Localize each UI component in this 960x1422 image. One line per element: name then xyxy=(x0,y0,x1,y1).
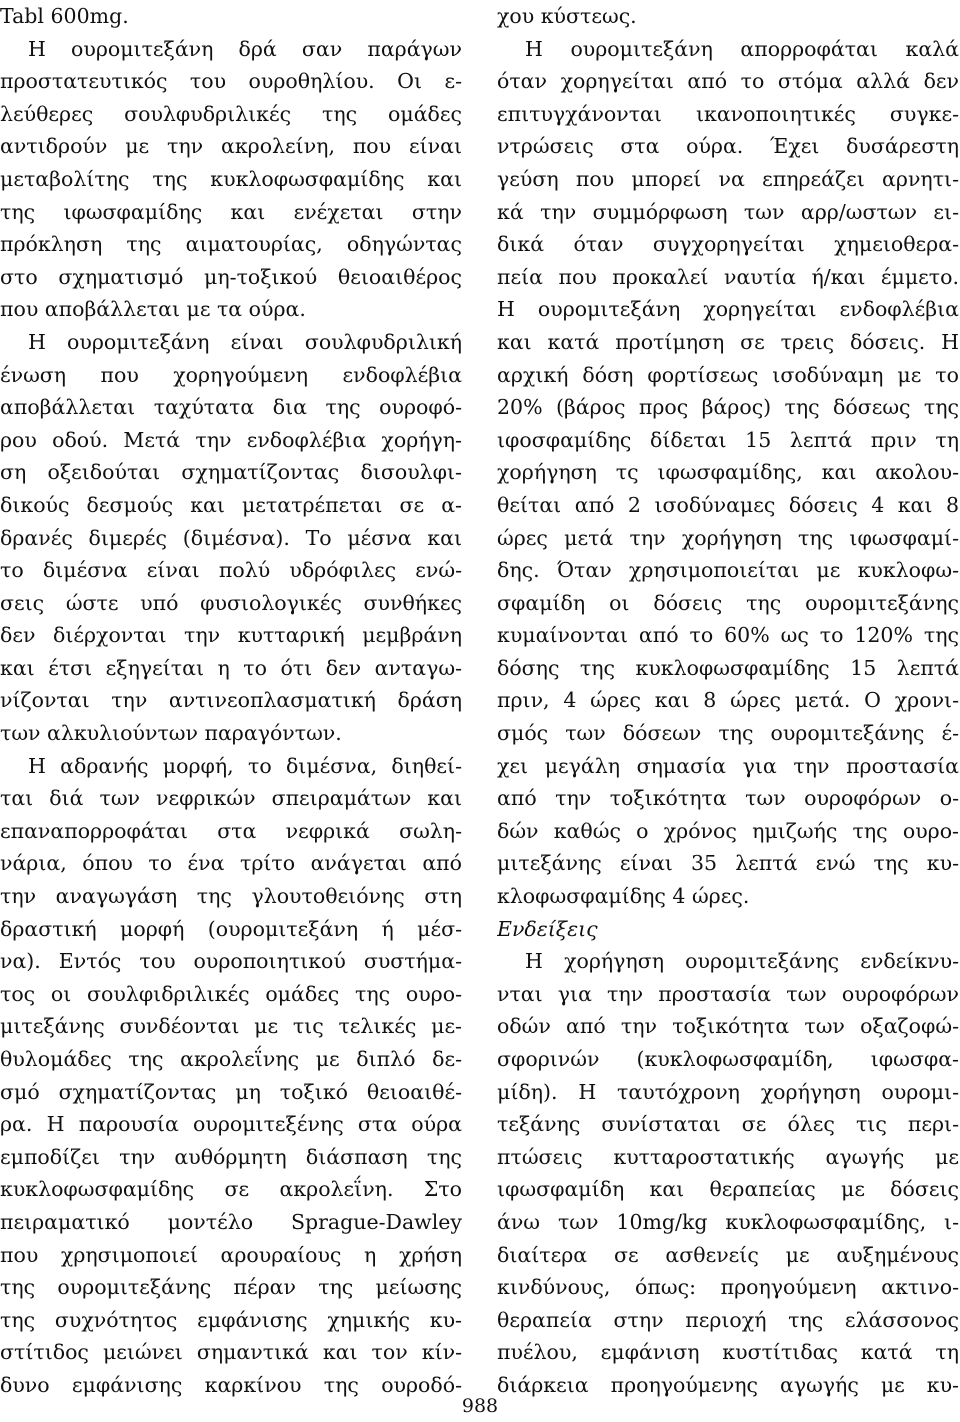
text-line: λεύθερες σουλφυδριλικές της ομάδες xyxy=(0,101,462,126)
text-line: εμποδίζει την αυθόρμητη διάσπαση της xyxy=(0,1144,462,1169)
text-line: ιφοσφαμίδης δίδεται 15 λεπτά πριν τη xyxy=(497,427,959,452)
text-line: μεταβολίτης της κυκλοφωσφαμίδης και xyxy=(0,166,462,191)
text-line: κυκλοφωσφαμίδης σε ακρολεΐνη. Στο xyxy=(0,1177,462,1202)
text-line: θείται από 2 ισοδύναμες δόσεις 4 και 8 xyxy=(497,492,959,517)
text-line: Η ουρομιτεξάνη χορηγείται ενδοφλέβια xyxy=(497,297,959,322)
text-line: οδών από την τοξικότητα των οξαζοφώ- xyxy=(497,1014,959,1039)
text-line: Tabl 600mg. xyxy=(0,4,129,28)
page-number: 988 xyxy=(461,1395,499,1417)
text-line: νάρια, όπου το ένα τρίτο ανάγεται από xyxy=(0,851,462,876)
text-line: αποβάλλεται ταχύτατα δια της ουροφό- xyxy=(0,395,462,420)
text-line: άνω των 10mg/kg κυκλοφωσφαμίδης, ι- xyxy=(497,1209,959,1234)
text-line: Η ουρομιτεξάνη δρά σαν παράγων xyxy=(28,36,462,61)
text-line: την αναγωγάση της γλουτοθειόνης στη xyxy=(0,884,462,909)
text-line: σμός των δόσεων της ουρομιτεξάνης έ- xyxy=(497,721,959,746)
text-line: δης. Όταν χρησιμοποιείται με κυκλοφω- xyxy=(497,558,959,583)
text-line: 20% (βάρος προς βάρος) της δόσεως της xyxy=(497,395,959,420)
text-line: ιφωσφαμίδη και θεραπείας με δόσεις xyxy=(497,1177,959,1202)
text-line: κλοφωσφαμίδης 4 ώρες. xyxy=(497,884,750,909)
text-line: κά την συμμόρφωση των αρρ/ωστων ει- xyxy=(497,199,959,224)
text-line: των αλκυλιούντων παραγόντων. xyxy=(0,721,342,746)
text-line: και κατά προτίμηση σε τρεις δόσεις. Η xyxy=(497,329,959,354)
text-line: σφορινών (κυκλοφωσφαμίδη, ιφωσφα- xyxy=(497,1047,959,1071)
text-line: που αποβάλλεται με τα ούρα. xyxy=(0,297,306,322)
text-line: χορήγηση τς ιφωσφαμίδης, και ακολου- xyxy=(497,460,959,485)
text-line: πρόκληση της αιματουρίας, οδηγώντας xyxy=(0,232,462,257)
text-line: επαναπορροφάται στα νεφρικά σωλη- xyxy=(0,818,462,843)
text-line: το διμέσνα είναι πολύ υδρόφιλες ενώ- xyxy=(0,558,462,583)
text-line: ντρώσεις στα ούρα. Έχει δυσάρεστη xyxy=(497,134,959,159)
text-line: ται διά των νεφρικών σπειραμάτων και xyxy=(0,786,462,811)
text-line: από την τοξικότητα των ουροφόρων ο- xyxy=(497,786,959,811)
text-line: όταν χορηγείται από το στόμα αλλά δεν xyxy=(497,69,959,94)
text-line: που χρησιμοποιεί αρουραίους η χρήση xyxy=(0,1242,462,1267)
text-line: αρχική δόση φορτίσεως ισοδύναμη με το xyxy=(497,362,959,387)
text-line: δών καθώς ο χρόνος ημιζωής της ουρο- xyxy=(497,818,959,843)
text-line: δραστική μορφή (ουρομιτεξάνη ή μέσ- xyxy=(0,916,462,941)
text-line: τος οι σουλφιδριλικές ομάδες της ουρο- xyxy=(0,981,462,1006)
text-line: ώρες μετά την χορήγηση της ιφωσφαμί- xyxy=(497,525,959,550)
text-line: και έτσι εξηγείται η το ότι δεν ανταγω- xyxy=(0,655,462,680)
text-line: θεραπεία στην περιοχή της ελάσσονος xyxy=(497,1307,959,1332)
text-line: κινδύνους, όπως: προηγούμενη ακτινο- xyxy=(497,1275,959,1300)
text-line: της ουρομιτεξάνης πέραν της μείωσης xyxy=(0,1275,462,1300)
text-line: Η ουρομιτεξάνη απορροφάται καλά xyxy=(525,36,959,61)
text-line: στο σχηματισμό μη-τοξικού θειοαιθέρος xyxy=(0,264,462,289)
text-line: δόσης της κυκλοφωσφαμίδης 15 λεπτά xyxy=(497,655,959,680)
left-column xyxy=(0,0,462,1402)
text-line: τεξάνης συνίσταται σε όλες τις περι- xyxy=(497,1112,959,1137)
text-line: Η αδρανής μορφή, το διμέσνα, διηθεί- xyxy=(28,753,462,778)
text-line: της συχνότητος εμφάνισης χημικής κυ- xyxy=(0,1307,462,1332)
text-line: ρα. Η παρουσία ουρομιτεξένης στα ούρα xyxy=(0,1112,462,1137)
text-line: της ιφωσφαμίδης και ενέχεται στην xyxy=(0,199,462,224)
text-line: κυμαίνονται από το 60% ως το 120% της xyxy=(497,623,959,648)
text-line: στίτιδος μειώνει σημαντικά και τον κίν- xyxy=(0,1340,462,1365)
text-line: διαίτερα σε ασθενείς με αυξημένους xyxy=(497,1242,959,1267)
text-line: πτώσεις κυτταροστατικής αγωγής με xyxy=(497,1144,959,1169)
text-line: χου κύστεως. xyxy=(497,4,637,28)
text-line: να). Εντός του ουροποιητικού συστήμα- xyxy=(0,949,462,974)
text-line: χει μεγάλη σημασία για την προστασία xyxy=(497,753,959,778)
text-line: δικά όταν συγχορηγείται χημειοθερα- xyxy=(497,232,959,257)
text-line: νται για την προστασία των ουροφόρων xyxy=(497,981,959,1006)
text-line: Η χορήγηση ουρομιτεξάνης ενδείκνυ- xyxy=(525,949,959,974)
text-line: γεύση που μπορεί να επηρεάζει αρνητι- xyxy=(497,166,959,191)
text-line: επιτυγχάνονται ικανοποιητικές συγκε- xyxy=(497,101,959,126)
text-line: δεν διέρχονται την κυτταρική μεμβράνη xyxy=(0,623,462,648)
text-line: σεις ώστε υπό φυσιολογικές συνθήκες xyxy=(0,590,462,615)
text-line: δυνο εμφάνισης καρκίνου της ουροδό- xyxy=(0,1372,462,1397)
text-line: σφαμίδη οι δόσεις της ουρομιτεξάνης xyxy=(497,590,959,615)
text-line: πριν, 4 ώρες και 8 ώρες μετά. Ο χρονι- xyxy=(497,688,959,713)
text-line: διάρκεια προηγούμενης αγωγής με κυ- xyxy=(497,1372,959,1397)
text-line: Η ουρομιτεξάνη είναι σουλφυδριλική xyxy=(28,329,462,354)
right-column xyxy=(497,0,959,1402)
text-line: ρου οδού. Μετά την ενδοφλέβια χορήγη- xyxy=(0,427,462,452)
text-line: δρανές διμερές (διμέσνα). Το μέσνα και xyxy=(0,525,462,550)
text-line: μιτεξάνης συνδέονται με τις τελικές με- xyxy=(0,1014,462,1039)
text-line: προστατευτικός του ουροθηλίου. Οι ε- xyxy=(0,69,462,94)
text-line: θυλομάδες της ακρολεΐνης με διπλό δε- xyxy=(0,1047,462,1071)
text-line: πειραματικό μοντέλο Sprague-Dawley xyxy=(0,1209,462,1234)
text-line: σμό σχηματίζοντας μη τοξικό θειοαιθέ- xyxy=(0,1079,462,1104)
text-line: δικούς δεσμούς και μετατρέπεται σε α- xyxy=(0,492,462,517)
text-line: μιτεξάνης είναι 35 λεπτά ενώ της κυ- xyxy=(497,851,959,876)
text-line: πυέλου, εμφάνιση κυστίτιδας κατά τη xyxy=(497,1340,959,1365)
text-line: ένωση που χορηγούμενη ενδοφλέβια xyxy=(0,362,462,387)
text-line: ση οξειδούται σχηματίζοντας δισουλφι- xyxy=(0,460,462,485)
text-line: μίδη). Η ταυτόχρονη χορήγηση ουρομι- xyxy=(497,1079,959,1104)
text-line: Ενδείξεις xyxy=(497,916,598,941)
text-line: νίζονται την αντινεοπλασματική δράση xyxy=(0,688,462,713)
text-line: αντιδρούν με την ακρολείνη, που είναι xyxy=(0,134,462,159)
text-line: πεία που προκαλεί ναυτία ή/και έμμετο. xyxy=(497,264,959,289)
